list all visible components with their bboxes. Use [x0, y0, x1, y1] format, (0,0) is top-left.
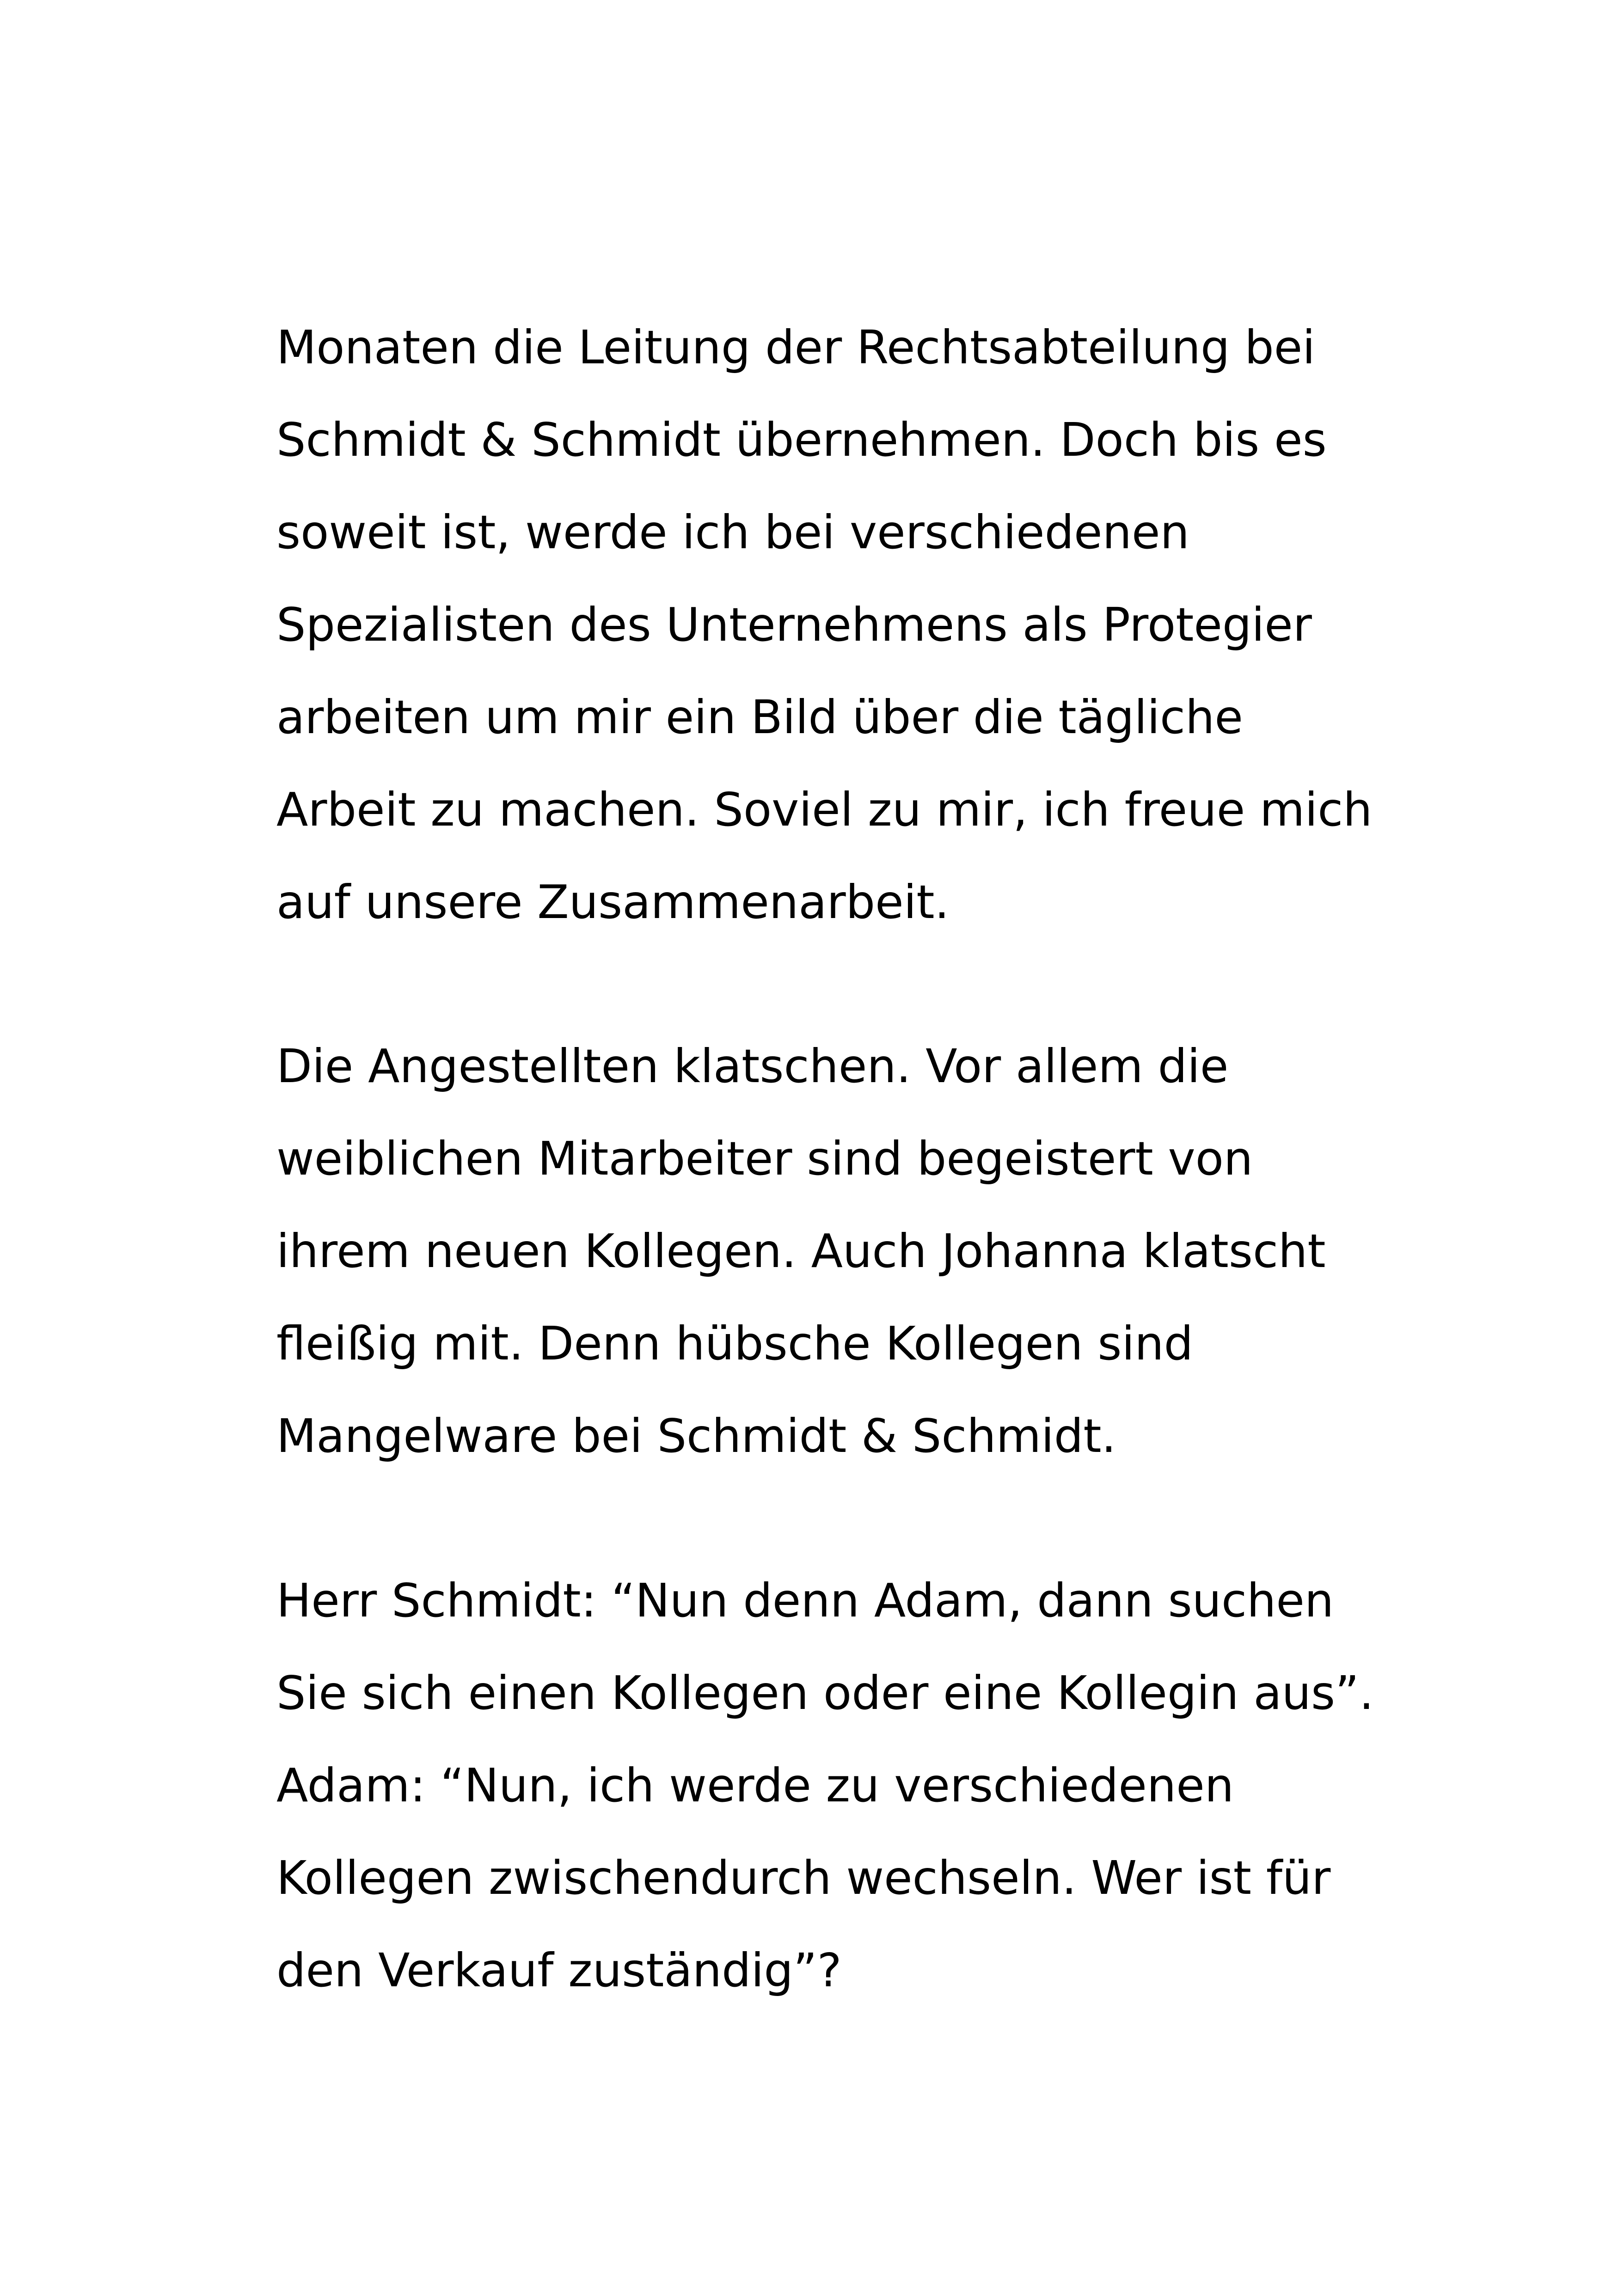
- text-line: weiblichen Mitarbeiter sind begeistert von: [276, 1132, 1253, 1186]
- text-line: Herr Schmidt: “Nun denn Adam, dann suchen: [276, 1574, 1334, 1628]
- text-line: Sie sich einen Kollegen oder eine Kollegin aus”.: [276, 1666, 1374, 1720]
- text-line: Adam: “Nun, ich werde zu verschiedenen: [276, 1758, 1234, 1812]
- text-line: ihrem neuen Kollegen. Auch Johanna klatscht: [276, 1224, 1326, 1278]
- text-line: Schmidt & Schmidt übernehmen. Doch bis es: [276, 413, 1327, 467]
- text-line: Kollegen zwischendurch wechseln. Wer ist für: [276, 1851, 1331, 1905]
- paragraph-introduction: [276, 301, 1395, 949]
- text-line: den Verkauf zuständig”?: [276, 1943, 842, 1997]
- text-line: arbeiten um mir ein Bild über die tägliche: [276, 690, 1243, 744]
- text-line: Mangelware bei Schmidt & Schmidt.: [276, 1409, 1116, 1463]
- paragraph-applause: [276, 1020, 1395, 1482]
- text-line: Monaten die Leitung der Rechtsabteilung bei: [276, 320, 1316, 374]
- text-line: auf unsere Zusammenarbeit.: [276, 875, 950, 929]
- paragraph-dialogue: [276, 1555, 1395, 2017]
- text-line: soweit ist, werde ich bei verschiedenen: [276, 505, 1189, 559]
- text-line: fleißig mit. Denn hübsche Kollegen sind: [276, 1316, 1194, 1371]
- text-line: Die Angestellten klatschen. Vor allem die: [276, 1039, 1229, 1093]
- text-line: Spezialisten des Unternehmens als Protegier: [276, 598, 1312, 652]
- text-line: Arbeit zu machen. Soviel zu mir, ich freue mich: [276, 783, 1373, 837]
